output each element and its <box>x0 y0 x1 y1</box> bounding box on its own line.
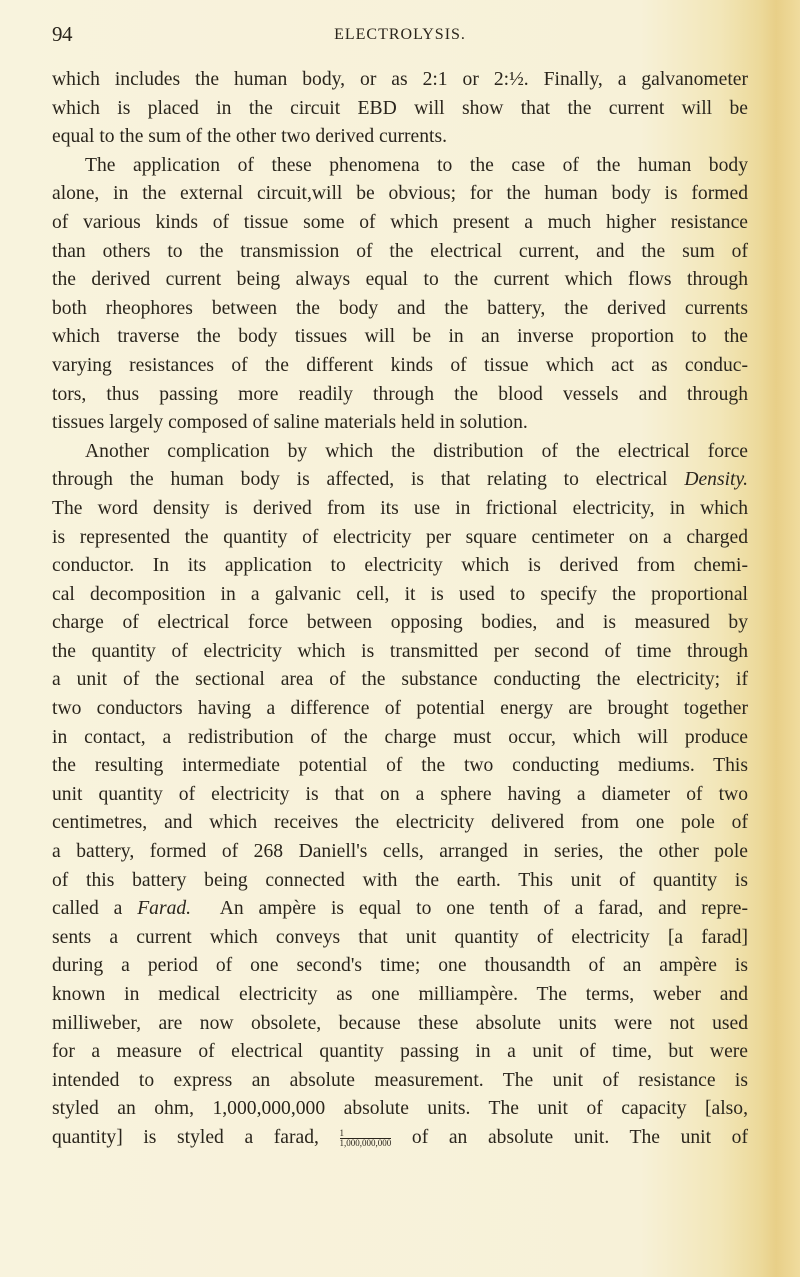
text-line: the resulting intermediate potential of the two conducting mediums. This <box>52 755 748 777</box>
text-line: conductor. In its application to electricity which is derived from chemi- <box>52 555 748 577</box>
text-line: than others to the transmission of the electrical current, and the sum of <box>52 240 748 262</box>
text-line <box>52 1124 748 1153</box>
italic-term-density: Density. <box>684 469 748 491</box>
text-line: is represented the quantity of electricity per square centimeter on a charged <box>52 526 748 548</box>
text-line: alone, in the external circuit,will be obvious; for the human body is formed <box>52 183 748 205</box>
text-line: equal to the sum of the other two derived currents. <box>52 126 448 148</box>
text-span: quantity] is styled a farad, <box>52 1126 319 1148</box>
text-line: milliweber, are now obsolete, because these absolute units were not used <box>52 1012 748 1034</box>
text-line: a battery, formed of 268 Daniell's cells, arranged in series, the other pole <box>52 841 748 863</box>
text-line: tors, thus passing more readily through the blood vessels and through <box>52 383 748 405</box>
text-line: unit quantity of electricity is that on a sphere having a diameter of two <box>52 783 748 805</box>
text-line <box>52 466 748 495</box>
running-head: ELECTROLYSIS. <box>334 26 466 43</box>
text-line: the quantity of electricity which is transmitted per second of time through <box>52 640 748 662</box>
text-line: tissues largely composed of saline materials held in solution. <box>52 412 528 434</box>
text-span: of an absolute unit. The unit of <box>411 1126 748 1148</box>
fraction-numerator: 1 <box>340 1129 392 1139</box>
fraction-denominator: 1,000,000,000 <box>339 1137 392 1148</box>
text-line: charge of electrical force between opposing bodies, and is measured by <box>52 612 748 634</box>
text-line: the derived current being always equal to the current which flows through <box>52 269 748 291</box>
page-header <box>52 22 748 52</box>
text-line: in contact, a redistribution of the charge must occur, which will produce <box>52 726 748 748</box>
paragraph-start-line: Another complication by which the distribution of the electrical force <box>85 440 748 462</box>
text-line: cal decomposition in a galvanic cell, it is used to specify the proportional <box>52 583 748 605</box>
page-number: 94 <box>52 22 72 46</box>
text-line: styled an ohm, 1,000,000,000 absolute units. The unit of capacity [also, <box>52 1098 748 1120</box>
text-line: which traverse the body tissues will be in an inverse proportion to the <box>52 326 748 348</box>
text-line: varying resistances of the different kinds of tissue which act as conduc- <box>52 354 748 376</box>
text-line: for a measure of electrical quantity passing in a unit of time, but were <box>52 1041 748 1063</box>
text-line: known in medical electricity as one milliampère. The terms, weber and <box>52 984 748 1005</box>
text-line: which is placed in the circuit EBD will show that the current will be <box>52 97 748 119</box>
text-line <box>52 895 748 924</box>
text-line: centimetres, and which receives the electricity delivered from one pole of <box>52 812 748 834</box>
text-span: An ampère is equal to one tenth of a farad, and repre- <box>219 898 749 920</box>
italic-term-farad: Farad. <box>137 898 192 920</box>
text-line: The word density is derived from its use in frictional electricity, in which <box>52 497 748 519</box>
text-span: called a <box>52 898 123 920</box>
text-line: during a period of one second's time; one thousandth of an ampère is <box>52 955 748 977</box>
text-line: of various kinds of tissue some of which present a much higher resistance <box>52 211 748 233</box>
text-line: a unit of the sectional area of the substance conducting the electricity; if <box>52 669 748 691</box>
text-line: two conductors having a difference of potential energy are brought together <box>52 698 748 720</box>
paragraph-start-line: The application of these phenomena to the case of the human body <box>85 154 748 176</box>
text-line: intended to express an absolute measurement. The unit of resistance is <box>52 1069 748 1091</box>
text-line: sents a current which conveys that unit quantity of electricity [a farad] <box>52 926 748 948</box>
page-body <box>52 66 748 1153</box>
text-span: through the human body is affected, is that relating to electrical <box>52 469 668 491</box>
text-line: both rheophores between the body and the battery, the derived currents <box>52 297 748 319</box>
text-line: of this battery being connected with the earth. This unit of quantity is <box>52 869 748 891</box>
fraction <box>340 1129 392 1148</box>
text-line: which includes the human body, or as 2:1 or 2:½. Finally, a galvanometer <box>52 69 748 90</box>
